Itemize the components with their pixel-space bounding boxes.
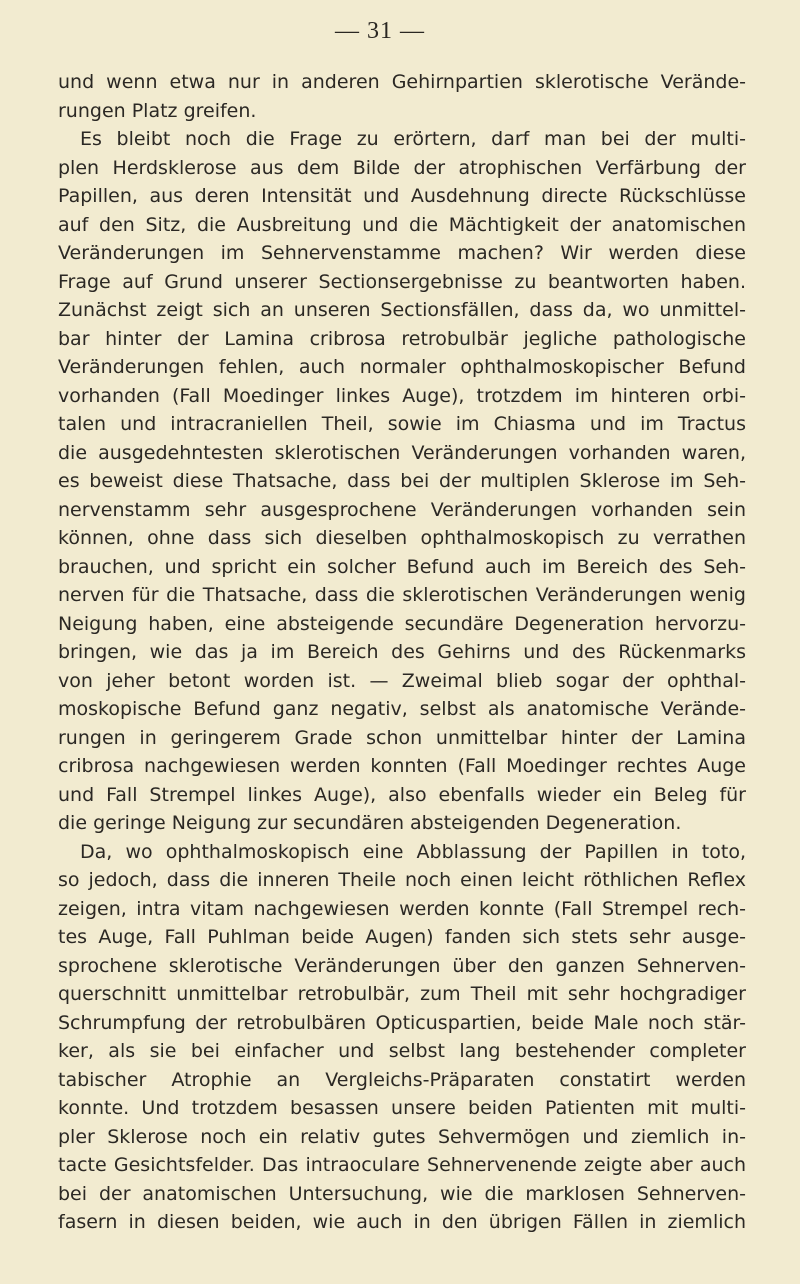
text-line: konnte. Und trotzdem besassen unsere beiden Patienten mit multi-: [58, 1097, 746, 1119]
text-line: tabischer Atrophie an Vergleichs-Präparaten constatirt werden: [58, 1068, 746, 1091]
body-text: [58, 68, 746, 1237]
text-line: nervenstamm sehr ausgesprochene Veränderungen vorhanden sein: [58, 498, 746, 521]
text-line: plen Herdsklerose aus dem Bilde der atrophischen Verfärbung der: [58, 156, 746, 179]
text-line: rungen in geringerem Grade schon unmittelbar hinter der Lamina: [58, 726, 746, 749]
text-line: zeigen, intra vitam nachgewiesen werden konnte (Fall Strempel rech-: [58, 897, 746, 920]
text-line: auf den Sitz, die Ausbreitung und die Mächtigkeit der anatomischen: [58, 213, 746, 236]
text-line: und Fall Strempel linkes Auge), also ebenfalls wieder ein Beleg für: [58, 783, 746, 806]
text-line: von jeher betont worden ist. — Zweimal blieb sogar der ophthal-: [58, 669, 746, 692]
text-line: die ausgedehntesten sklerotischen Veränderungen vorhanden waren,: [58, 441, 746, 464]
text-line: so jedoch, dass die inneren Theile noch einen leicht röthlichen Reflex: [58, 869, 746, 891]
text-line: tacte Gesichtsfelder. Das intraoculare Sehnervenende zeigte aber auch: [58, 1154, 746, 1176]
text-line: sprochene sklerotische Veränderungen über den ganzen Sehnerven-: [58, 954, 746, 977]
text-line: bei der anatomischen Untersuchung, wie die marklosen Sehnerven-: [58, 1182, 746, 1205]
text-line: können, ohne dass sich dieselben ophthalmoskopisch zu verrathen: [58, 527, 746, 549]
text-line: Veränderungen fehlen, auch normaler ophthalmoskopischer Befund: [58, 356, 746, 378]
text-line: die geringe Neigung zur secundären absteigenden Degeneration.: [58, 812, 682, 834]
text-line: vorhanden (Fall Moedinger linkes Auge), trotzdem im hinteren orbi-: [58, 384, 746, 407]
text-line: Frage auf Grund unserer Sectionsergebnisse zu beantworten haben.: [58, 270, 746, 293]
text-line: Schrumpfung der retrobulbären Opticuspartien, beide Male noch stär-: [58, 1011, 746, 1034]
text-line: Da, wo ophthalmoskopisch eine Abblassung der Papillen in toto,: [80, 840, 746, 863]
text-line: nerven für die Thatsache, dass die sklerotischen Veränderungen wenig: [58, 584, 746, 606]
text-line: bringen, wie das ja im Bereich des Gehirns und des Rückenmarks: [58, 641, 746, 663]
text-line: tes Auge, Fall Puhlman beide Augen) fanden sich stets sehr ausge-: [58, 926, 746, 948]
text-line: Veränderungen im Sehnervenstamme machen? Wir werden diese: [58, 242, 746, 264]
text-line: cribrosa nachgewiesen werden konnten (Fall Moedinger rechtes Auge: [58, 755, 746, 777]
text-line: es beweist diese Thatsache, dass bei der multiplen Sklerose im Seh-: [58, 470, 746, 492]
text-line: Neigung haben, eine absteigende secundäre Degeneration hervorzu-: [58, 612, 746, 635]
text-line: Zunächst zeigt sich an unseren Sectionsfällen, dass da, wo unmittel-: [58, 299, 746, 321]
text-line: und wenn etwa nur in anderen Gehirnpartien sklerotische Verände-: [58, 71, 746, 93]
page-number-header: — 31 —: [335, 18, 425, 44]
text-line: talen und intracraniellen Theil, sowie im Chiasma und im Tractus: [58, 413, 746, 435]
text-line: pler Sklerose noch ein relativ gutes Sehvermögen und ziemlich in-: [58, 1125, 746, 1148]
text-line: bar hinter der Lamina cribrosa retrobulbär jegliche pathologische: [58, 327, 746, 350]
text-line: rungen Platz greifen.: [58, 99, 257, 122]
text-line: fasern in diesen beiden, wie auch in den übrigen Fällen in ziemlich: [58, 1211, 746, 1233]
text-line: moskopische Befund ganz negativ, selbst als anatomische Verände-: [58, 698, 746, 720]
text-line: querschnitt unmittelbar retrobulbär, zum Theil mit sehr hochgradiger: [58, 983, 746, 1005]
text-line: Papillen, aus deren Intensität und Ausdehnung directe Rückschlüsse: [58, 185, 746, 207]
text-line: brauchen, und spricht ein solcher Befund auch im Bereich des Seh-: [58, 555, 746, 578]
text-line: Es bleibt noch die Frage zu erörtern, darf man bei der multi-: [80, 128, 746, 150]
text-line: ker, als sie bei einfacher und selbst lang bestehender completer: [58, 1040, 746, 1062]
